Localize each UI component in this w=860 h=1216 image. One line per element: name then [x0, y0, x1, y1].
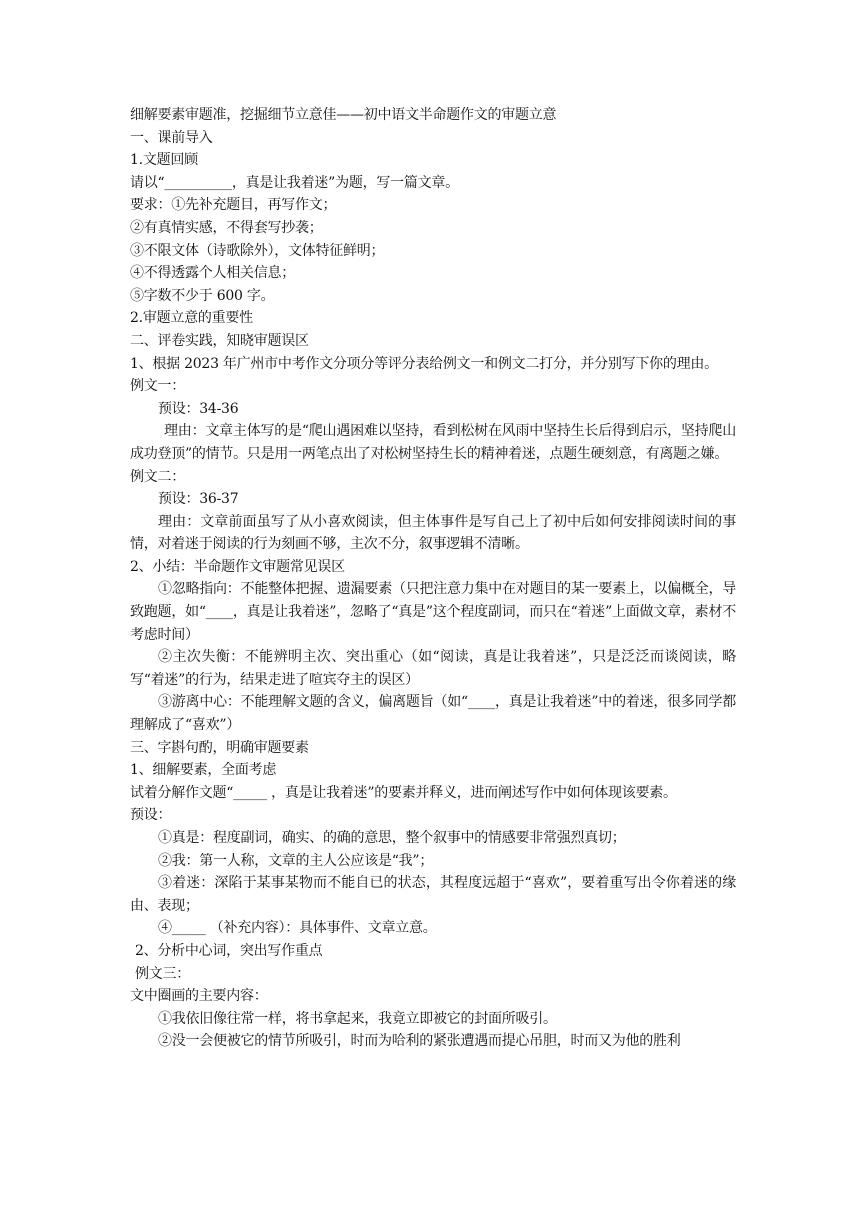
task-paragraph: 试着分解作文题“_____ ，真是让我着迷”的要素并释义，进而阐述写作中如何体现该要素。 [130, 784, 677, 801]
example-label: 例文三： [135, 965, 190, 982]
circled-heading: 文中圈画的主要内容： [130, 988, 268, 1005]
example-label: 例文一： [130, 378, 185, 395]
preset-label: 预设： [130, 807, 172, 824]
requirement-item: ②有真情实感，不得套写抄袭； [130, 219, 323, 236]
subsection-heading: 1.文题回顾 [130, 152, 198, 169]
element-item: ①真是：程度副词，确实、的确的意思，整个叙事中的情感要非常强烈真切； [158, 830, 626, 846]
requirement-item: ⑤字数不少于 600 字。 [130, 287, 275, 304]
section-heading: 一、课前导入 [130, 129, 213, 146]
requirement-item: 要求：①先补充题目，再写作文； [130, 197, 337, 214]
requirement-item: ④不得透露个人相关信息； [130, 265, 295, 282]
document-page [130, 104, 736, 1053]
summary-heading: 2、小结：半命题作文审题常见误区 [130, 558, 345, 575]
mistake-item: ③游离中心：不能理解文题的含义，偏离题旨（如“____，真是让我着迷”中的着迷，很多同学都理解成了“喜欢”） [130, 694, 736, 734]
subsection-heading: 2.审题立意的重要性 [130, 310, 253, 327]
mistake-item: ①忽略指向：不能整体把握、遗漏要素（只把注意力集中在对题目的某一要素上，以偏概全，导致跑题，如“____，真是让我着迷”，忽略了“真是”这个程度副词，而只在“着迷”上面做文章，素材不考虑时间） [130, 581, 736, 643]
section-heading: 三、字斟句酌，明确审题要素 [130, 739, 309, 756]
example-reason: 理由：文章主体写的是“爬山遇困难以坚持，看到松树在风雨中坚持生长后得到启示，坚持爬山成功登顶”的情节。只是用一两笔点出了对松树坚持生长的精神着迷，点题生硬刻意，有离题之嫌。 [130, 423, 736, 462]
example-reason: 理由：文章前面虽写了从小喜欢阅读，但主体事件是写自己上了初中后如何安排阅读时间的事情，对着迷于阅读的行为刻画不够，主次不分，叙事逻辑不清晰。 [130, 513, 736, 553]
circled-item: ①我依旧像往常一样，将书拿起来，我竟立即被它的封面所吸引。 [158, 1010, 557, 1027]
element-item: ③着迷：深陷于某事某物而不能自已的状态，其程度远超于“喜欢”，要着重写出令你着迷的缘由、表现； [130, 875, 736, 914]
example-preset: 预设：34-36 [158, 400, 239, 417]
element-item: ②我：第一人称，文章的主人公应该是“我”； [158, 852, 434, 869]
section-heading: 二、评卷实践，知晓审题误区 [130, 332, 309, 349]
subsection-heading: 2、分析中心词，突出写作重点 [135, 942, 323, 959]
requirement-item: ③不限文体（诗歌除外），文体特征鲜明； [130, 242, 385, 259]
document-title: 细解要素审题准，挖掘细节立意佳——初中语文半命题作文的审题立意 [130, 107, 557, 123]
circled-item: ②没一会便被它的情节所吸引，时而为哈利的紧张遭遇而提心吊胆，时而又为他的胜利 [158, 1033, 681, 1050]
subsection-heading: 1、细解要素，全面考虑 [130, 762, 277, 779]
mistake-item: ②主次失衡：不能辨明主次、突出重心（如“阅读，真是让我着迷”，只是泛泛而谈阅读，略写“着迷”的行为，结果走进了喧宾夺主的误区） [130, 649, 736, 688]
task-paragraph: 1、根据 2023 年广州市中考作文分项分等评分表给例文一和例文二打分，并分别写下你的理由。 [130, 355, 718, 372]
example-label: 例文二： [130, 468, 185, 485]
essay-prompt: 请以“__________，真是让我着迷”为题，写一篇文章。 [130, 174, 459, 191]
example-preset: 预设：36-37 [158, 491, 239, 508]
element-item: ④_____ （补充内容）：具体事件、文章立意。 [158, 920, 437, 937]
